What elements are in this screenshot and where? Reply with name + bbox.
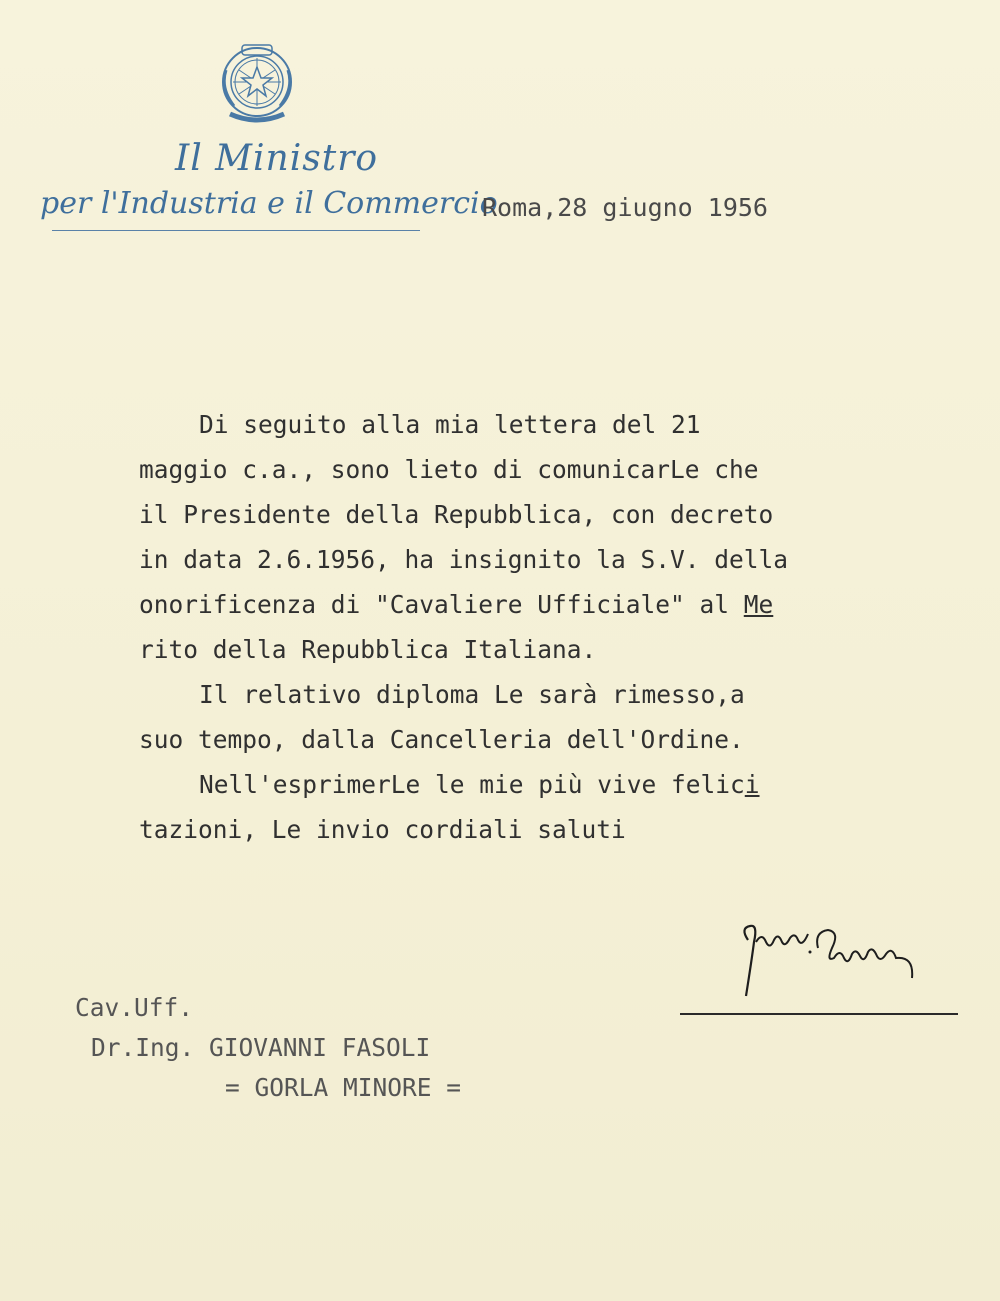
recipient-block bbox=[75, 988, 461, 1108]
body-line: il Presidente della Repubblica, con decreto bbox=[139, 500, 774, 529]
letterhead-ministry: per l'Industria e il Commercio bbox=[40, 186, 498, 221]
underlined-segment: i bbox=[744, 770, 760, 799]
recipient-title: Cav.Uff. bbox=[75, 993, 194, 1022]
recipient-place: = GORLA MINORE = bbox=[225, 1073, 462, 1102]
underlined-segment: Me bbox=[743, 590, 774, 619]
body-line: Di seguito alla mia lettera del 21 bbox=[199, 410, 701, 439]
body-line bbox=[139, 582, 899, 627]
body-line bbox=[139, 762, 899, 807]
body-line: in data 2.6.1956, ha insignito la S.V. della bbox=[139, 545, 789, 574]
signature-rule bbox=[680, 1013, 958, 1015]
body-line: rito della Repubblica Italiana. bbox=[139, 635, 597, 664]
letterhead bbox=[40, 138, 498, 248]
letterhead-title: Il Ministro bbox=[175, 138, 379, 179]
body-text-segment: Nell'esprimerLe le mie più vive felic bbox=[199, 770, 745, 799]
body-line: maggio c.a., sono lieto di comunicarLe che bbox=[139, 455, 759, 484]
letter-body bbox=[139, 402, 899, 852]
handwritten-signature bbox=[736, 918, 936, 998]
place-and-date: Roma,28 giugno 1956 bbox=[482, 193, 768, 222]
body-text-segment: onorificenza di "Cavaliere Ufficiale" al bbox=[139, 590, 744, 619]
body-line: suo tempo, dalla Cancelleria dell'Ordine. bbox=[139, 725, 744, 754]
letterhead-rule bbox=[52, 230, 420, 231]
body-line: tazioni, Le invio cordiali saluti bbox=[139, 815, 626, 844]
body-line: Il relativo diploma Le sarà rimesso,a bbox=[199, 680, 745, 709]
recipient-name: Dr.Ing. GIOVANNI FASOLI bbox=[91, 1033, 431, 1062]
emblem-of-italy-icon bbox=[214, 40, 300, 130]
